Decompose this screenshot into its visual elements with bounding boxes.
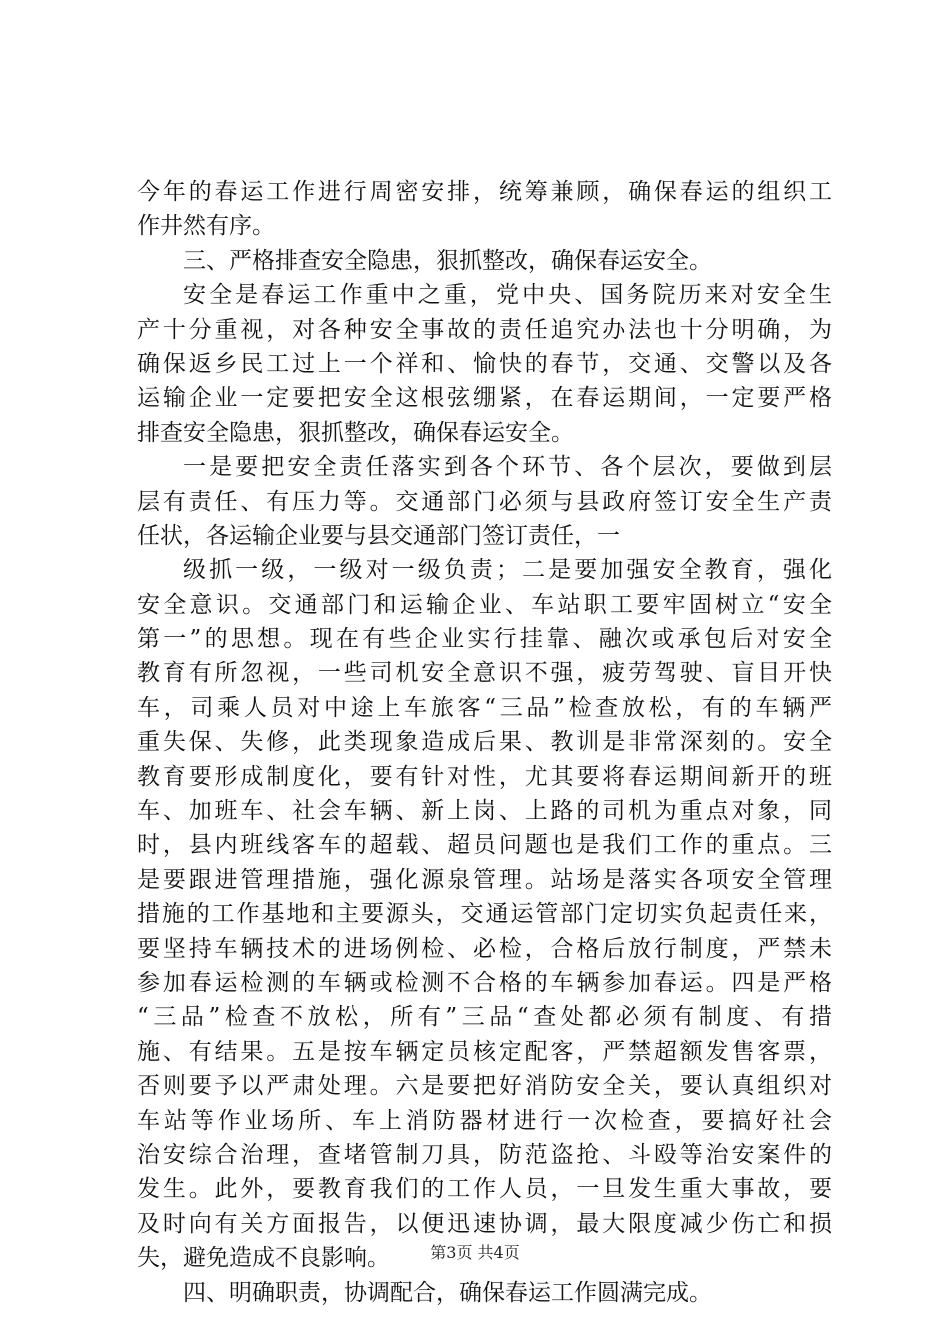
text-line: 发生。此外，要教育我们的工作人员，一旦发生重大事故，要 bbox=[137, 1176, 832, 1203]
body-text bbox=[137, 175, 832, 1310]
text-line: 失，避免造成不良影响。 bbox=[137, 1245, 390, 1272]
section-heading: 三、严格排查安全隐患，狠抓整改，确保春运安全。 bbox=[183, 247, 712, 274]
text-line: 要坚持车辆技术的进场例检、必检，合格后放行制度，严禁未 bbox=[137, 935, 832, 962]
text-line: 重失保、失修，此类现象造成后果、教训是非常深刻的。安全 bbox=[137, 729, 832, 756]
text-line: 措施的工作基地和主要源头，交通运管部门定切实负起责任来， bbox=[137, 901, 832, 928]
text-line: 今年的春运工作进行周密安排，统筹兼顾，确保春运的组织工 bbox=[137, 179, 832, 205]
text-line: 运输企业一定要把安全这根弦绷紧，在春运期间，一定要严格 bbox=[137, 385, 832, 412]
section-heading: 四、明确职责，协调配合，确保春运工作圆满完成。 bbox=[183, 1279, 712, 1306]
text-line: 车，司乘人员对中途上车旅客“三品”检查放松，有的车辆严 bbox=[137, 694, 832, 721]
text-line: 是要跟进管理措施，强化源泉管理。站场是落实各项安全管理 bbox=[137, 866, 832, 893]
text-line: 安全是春运工作重中之重，党中央、国务院历来对安全生 bbox=[183, 282, 832, 309]
text-line: 安全意识。交通部门和运输企业、车站职工要牢固树立“安全 bbox=[137, 591, 832, 618]
text-line: 层有责任、有压力等。交通部门必须与县政府签订安全生产责 bbox=[137, 488, 832, 515]
page-number-footer: 第3页 共4页 bbox=[430, 1243, 520, 1262]
text-line: 作井然有序。 bbox=[137, 213, 275, 240]
text-line: 确保返乡民工过上一个祥和、愉快的春节，交通、交警以及各 bbox=[137, 350, 832, 377]
text-line: 教育有所忽视，一些司机安全意识不强，疲劳驾驶、盲目开快 bbox=[137, 660, 832, 687]
text-line: 一是要把安全责任落实到各个环节、各个层次，要做到层 bbox=[183, 454, 832, 481]
text-line: 级抓一级，一级对一级负责；二是要加强安全教育，强化 bbox=[183, 557, 832, 584]
text-line: 任状，各运输企业要与县交通部门签订责任，一 bbox=[137, 522, 620, 549]
text-line: 教育要形成制度化，要有针对性，尤其要将春运期间新开的班 bbox=[137, 763, 832, 790]
text-line: 治安综合治理，查堵管制刀具，防范盗抢、斗殴等治安案件的 bbox=[137, 1141, 832, 1168]
text-line: 及时向有关方面报告，以便迅速协调，最大限度减少伤亡和损 bbox=[137, 1210, 832, 1237]
text-line: 时，县内班线客车的超载、超员问题也是我们工作的重点。三 bbox=[137, 832, 832, 859]
text-line: 第一”的思想。现在有些企业实行挂靠、融次或承包后对安全 bbox=[137, 626, 832, 653]
text-line: 车站等作业场所、车上消防器材进行一次检查，要搞好社会 bbox=[137, 1107, 832, 1134]
text-line: 施、有结果。五是按车辆定员核定配客，严禁超额发售客票， bbox=[137, 1038, 832, 1065]
text-line: 否则要予以严肃处理。六是要把好消防安全关，要认真组织对 bbox=[137, 1073, 832, 1100]
text-line: 参加春运检测的车辆或检测不合格的车辆参加春运。四是严格 bbox=[137, 969, 832, 996]
text-line: 排查安全隐患，狠抓整改，确保春运安全。 bbox=[137, 419, 574, 446]
text-line: 产十分重视，对各种安全事故的责任追究办法也十分明确，为 bbox=[137, 316, 832, 343]
text-line: 车、加班车、社会车辆、新上岗、上路的司机为重点对象，同 bbox=[137, 798, 832, 825]
text-line: “三品”检查不放松，所有”三品“查处都必须有制度、有措 bbox=[137, 1004, 832, 1031]
